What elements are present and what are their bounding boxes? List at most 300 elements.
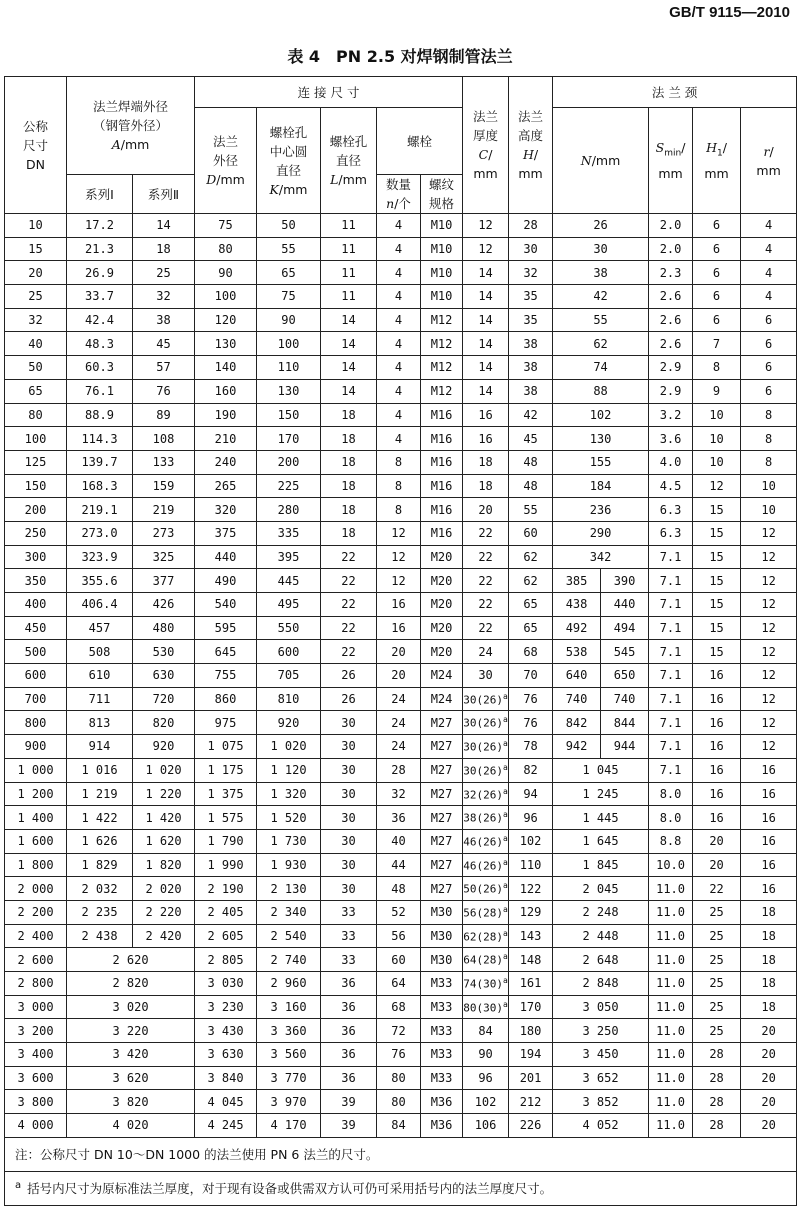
cell-H: 48	[509, 474, 553, 498]
cell-K: 100	[257, 332, 321, 356]
cell-thread: M27	[421, 806, 463, 830]
cell-D: 2 190	[195, 877, 257, 901]
cell-a2: 14	[133, 214, 195, 238]
cell-H: 65	[509, 593, 553, 617]
cell-dn: 2 400	[5, 924, 67, 948]
cell-r: 6	[741, 332, 797, 356]
cell-D: 130	[195, 332, 257, 356]
cell-D: 975	[195, 711, 257, 735]
cell-dn: 2 000	[5, 877, 67, 901]
cell-D: 75	[195, 214, 257, 238]
cell-N1: 4 052	[553, 1114, 649, 1138]
table-row	[5, 640, 797, 664]
cell-n: 4	[377, 308, 421, 332]
header-L: 螺栓孔 直径 L/mm	[321, 108, 377, 214]
cell-H1: 25	[693, 900, 741, 924]
cell-r: 12	[741, 616, 797, 640]
cell-C: 18	[463, 474, 509, 498]
cell-L: 14	[321, 356, 377, 380]
cell-C: 22	[463, 569, 509, 593]
cell-a2: 1 020	[133, 758, 195, 782]
cell-thread: M27	[421, 829, 463, 853]
cell-a2: 57	[133, 356, 195, 380]
cell-L: 30	[321, 735, 377, 759]
cell-H1: 15	[693, 545, 741, 569]
cell-N2: 650	[601, 664, 649, 688]
footnote-ref: a	[503, 904, 508, 914]
cell-n: 20	[377, 664, 421, 688]
cell-dn: 4 000	[5, 1114, 67, 1138]
cell-thread: M33	[421, 1019, 463, 1043]
cell-H: 201	[509, 1066, 553, 1090]
cell-N1: 155	[553, 450, 649, 474]
footnote-ref: a	[503, 762, 508, 772]
cell-n: 72	[377, 1019, 421, 1043]
cell-a2: 2 220	[133, 900, 195, 924]
cell-K: 3 970	[257, 1090, 321, 1114]
header-n: 数量 n/个	[377, 175, 421, 214]
header-thread: 螺纹 规格	[421, 175, 463, 214]
cell-N2: 390	[601, 569, 649, 593]
cell-dn: 450	[5, 616, 67, 640]
cell-H: 32	[509, 261, 553, 285]
cell-N1: 2 448	[553, 924, 649, 948]
header-bolt: 螺栓	[377, 108, 463, 175]
cell-L: 22	[321, 545, 377, 569]
cell-H: 212	[509, 1090, 553, 1114]
cell-n: 12	[377, 521, 421, 545]
table-row	[5, 924, 797, 948]
cell-H: 161	[509, 972, 553, 996]
cell-a1: 2 820	[67, 972, 195, 996]
cell-N2: 545	[601, 640, 649, 664]
cell-thread: M27	[421, 853, 463, 877]
table-row	[5, 261, 797, 285]
cell-S: 3.2	[649, 403, 693, 427]
header-r: r/ mm	[741, 108, 797, 214]
cell-a1: 2 235	[67, 900, 133, 924]
cell-L: 30	[321, 853, 377, 877]
cell-a1: 3 420	[67, 1043, 195, 1067]
cell-C: 20	[463, 498, 509, 522]
footnote-ref: a	[503, 928, 508, 938]
cell-thread: M12	[421, 332, 463, 356]
cell-H: 65	[509, 616, 553, 640]
cell-L: 18	[321, 450, 377, 474]
cell-K: 55	[257, 237, 321, 261]
cell-thread: M27	[421, 711, 463, 735]
cell-n: 8	[377, 450, 421, 474]
cell-L: 14	[321, 332, 377, 356]
thickness-value: 46(26)	[463, 835, 503, 849]
cell-n: 60	[377, 948, 421, 972]
thickness-value: 38(26)	[463, 811, 503, 825]
cell-K: 600	[257, 640, 321, 664]
cell-H1: 10	[693, 403, 741, 427]
cell-a2: 108	[133, 427, 195, 451]
cell-D: 120	[195, 308, 257, 332]
cell-thread: M33	[421, 1066, 463, 1090]
cell-C	[463, 711, 509, 735]
cell-n: 12	[377, 569, 421, 593]
cell-H: 35	[509, 285, 553, 309]
cell-H: 82	[509, 758, 553, 782]
cell-a1: 3 820	[67, 1090, 195, 1114]
cell-S: 11.0	[649, 900, 693, 924]
cell-K: 170	[257, 427, 321, 451]
cell-thread: M10	[421, 261, 463, 285]
cell-H: 62	[509, 545, 553, 569]
cell-a1: 610	[67, 664, 133, 688]
cell-D: 140	[195, 356, 257, 380]
header-H1: $H_1/$ mm	[693, 108, 741, 214]
cell-D: 3 630	[195, 1043, 257, 1067]
cell-r: 18	[741, 924, 797, 948]
cell-a1: 1 626	[67, 829, 133, 853]
cell-dn: 3 600	[5, 1066, 67, 1090]
cell-r: 8	[741, 403, 797, 427]
cell-K: 1 120	[257, 758, 321, 782]
cell-dn: 200	[5, 498, 67, 522]
cell-a2: 530	[133, 640, 195, 664]
cell-N1: 88	[553, 379, 649, 403]
cell-N1: 1 245	[553, 782, 649, 806]
cell-n: 44	[377, 853, 421, 877]
cell-n: 80	[377, 1066, 421, 1090]
cell-C	[463, 735, 509, 759]
table-row	[5, 758, 797, 782]
cell-L: 30	[321, 711, 377, 735]
cell-H1: 6	[693, 214, 741, 238]
cell-D: 1 990	[195, 853, 257, 877]
header-N: N/mm	[553, 108, 649, 214]
cell-L: 14	[321, 379, 377, 403]
cell-N1: 438	[553, 593, 601, 617]
cell-S: 11.0	[649, 1090, 693, 1114]
cell-H1: 25	[693, 1019, 741, 1043]
thickness-value: 74(30)	[463, 977, 503, 991]
cell-D: 375	[195, 521, 257, 545]
cell-thread: M16	[421, 403, 463, 427]
cell-K: 1 020	[257, 735, 321, 759]
cell-dn: 2 600	[5, 948, 67, 972]
cell-r: 12	[741, 735, 797, 759]
cell-S: 7.1	[649, 593, 693, 617]
cell-L: 11	[321, 285, 377, 309]
cell-n: 12	[377, 545, 421, 569]
table-row	[5, 735, 797, 759]
cell-L: 39	[321, 1090, 377, 1114]
cell-S: 7.1	[649, 735, 693, 759]
cell-H1: 16	[693, 782, 741, 806]
cell-K: 225	[257, 474, 321, 498]
cell-S: 7.1	[649, 616, 693, 640]
cell-r: 12	[741, 687, 797, 711]
cell-r: 12	[741, 569, 797, 593]
cell-a2: 2 020	[133, 877, 195, 901]
cell-K: 50	[257, 214, 321, 238]
cell-n: 4	[377, 237, 421, 261]
cell-K: 90	[257, 308, 321, 332]
cell-a2: 630	[133, 664, 195, 688]
cell-a2: 426	[133, 593, 195, 617]
cell-C: 24	[463, 640, 509, 664]
cell-L: 36	[321, 972, 377, 996]
table-row	[5, 1019, 797, 1043]
cell-r: 4	[741, 214, 797, 238]
table-row	[5, 687, 797, 711]
cell-dn: 1 000	[5, 758, 67, 782]
cell-a1: 2 620	[67, 948, 195, 972]
cell-L: 36	[321, 1019, 377, 1043]
table-row	[5, 379, 797, 403]
cell-a2: 2 420	[133, 924, 195, 948]
cell-dn: 25	[5, 285, 67, 309]
table-title: 表 4 PN 2.5 对焊钢制管法兰	[287, 47, 513, 66]
cell-thread: M24	[421, 664, 463, 688]
cell-dn: 150	[5, 474, 67, 498]
cell-C: 14	[463, 308, 509, 332]
cell-S: 2.6	[649, 332, 693, 356]
cell-C: 84	[463, 1019, 509, 1043]
cell-S: 7.1	[649, 711, 693, 735]
footnote-ref: a	[503, 881, 508, 891]
cell-K: 1 730	[257, 829, 321, 853]
cell-a1: 813	[67, 711, 133, 735]
cell-a1: 2 032	[67, 877, 133, 901]
cell-D: 2 605	[195, 924, 257, 948]
cell-a2: 32	[133, 285, 195, 309]
cell-a2: 1 820	[133, 853, 195, 877]
cell-a2: 920	[133, 735, 195, 759]
table-row	[5, 403, 797, 427]
header-K: 螺栓孔 中心圆 直径 K/mm	[257, 108, 321, 214]
cell-H1: 10	[693, 450, 741, 474]
cell-H1: 20	[693, 829, 741, 853]
cell-H: 30	[509, 237, 553, 261]
cell-S: 2.9	[649, 356, 693, 380]
cell-H1: 25	[693, 948, 741, 972]
cell-H: 60	[509, 521, 553, 545]
cell-r: 12	[741, 593, 797, 617]
table-row	[5, 356, 797, 380]
cell-thread: M27	[421, 877, 463, 901]
cell-S: 2.6	[649, 285, 693, 309]
cell-r: 16	[741, 853, 797, 877]
cell-a1: 1 422	[67, 806, 133, 830]
cell-a2: 25	[133, 261, 195, 285]
cell-dn: 1 400	[5, 806, 67, 830]
cell-a1: 76.1	[67, 379, 133, 403]
cell-thread: M16	[421, 498, 463, 522]
cell-H: 35	[509, 308, 553, 332]
cell-K: 130	[257, 379, 321, 403]
cell-C: 106	[463, 1114, 509, 1138]
cell-S: 7.1	[649, 687, 693, 711]
cell-S: 11.0	[649, 1043, 693, 1067]
cell-a1: 33.7	[67, 285, 133, 309]
cell-H1: 28	[693, 1114, 741, 1138]
cell-K: 150	[257, 403, 321, 427]
cell-D: 1 075	[195, 735, 257, 759]
table-row	[5, 995, 797, 1019]
table-row	[5, 545, 797, 569]
footnote-ref: a	[503, 691, 508, 701]
header-C: 法兰 厚度 C/ mm	[463, 77, 509, 214]
cell-thread: M12	[421, 356, 463, 380]
cell-D: 265	[195, 474, 257, 498]
cell-N1: 3 450	[553, 1043, 649, 1067]
cell-N1: 538	[553, 640, 601, 664]
cell-K: 65	[257, 261, 321, 285]
cell-S: 6.3	[649, 521, 693, 545]
cell-H: 76	[509, 711, 553, 735]
thickness-value: 50(26)	[463, 882, 503, 896]
cell-H: 62	[509, 569, 553, 593]
cell-N1: 1 845	[553, 853, 649, 877]
cell-a2: 273	[133, 521, 195, 545]
cell-H: 94	[509, 782, 553, 806]
table-footnote	[5, 1171, 797, 1205]
cell-r: 12	[741, 521, 797, 545]
cell-D: 90	[195, 261, 257, 285]
cell-N1: 184	[553, 474, 649, 498]
cell-S: 2.0	[649, 237, 693, 261]
table-row	[5, 450, 797, 474]
table-row	[5, 214, 797, 238]
cell-C	[463, 995, 509, 1019]
cell-n: 4	[377, 403, 421, 427]
cell-a1: 1 016	[67, 758, 133, 782]
cell-S: 7.1	[649, 640, 693, 664]
table-note: 注：公称尺寸 DN 10～DN 1000 的法兰使用 PN 6 法兰的尺寸。	[5, 1137, 797, 1171]
cell-H: 38	[509, 379, 553, 403]
cell-N1: 290	[553, 521, 649, 545]
cell-C	[463, 829, 509, 853]
cell-H1: 15	[693, 569, 741, 593]
cell-r: 6	[741, 308, 797, 332]
table-row	[5, 332, 797, 356]
cell-r: 20	[741, 1043, 797, 1067]
cell-thread: M33	[421, 1043, 463, 1067]
cell-a2: 219	[133, 498, 195, 522]
cell-thread: M10	[421, 214, 463, 238]
table-body	[5, 214, 797, 1138]
cell-N1: 740	[553, 687, 601, 711]
cell-L: 30	[321, 829, 377, 853]
cell-H: 42	[509, 403, 553, 427]
cell-D: 1 375	[195, 782, 257, 806]
cell-C	[463, 900, 509, 924]
table-row	[5, 474, 797, 498]
cell-n: 28	[377, 758, 421, 782]
cell-D: 100	[195, 285, 257, 309]
cell-C: 14	[463, 379, 509, 403]
cell-dn: 3 400	[5, 1043, 67, 1067]
cell-N1: 3 250	[553, 1019, 649, 1043]
cell-r: 10	[741, 498, 797, 522]
cell-H1: 16	[693, 664, 741, 688]
cell-D: 490	[195, 569, 257, 593]
cell-thread: M20	[421, 545, 463, 569]
table-row	[5, 711, 797, 735]
cell-N1: 3 852	[553, 1090, 649, 1114]
cell-thread: M16	[421, 450, 463, 474]
cell-H: 129	[509, 900, 553, 924]
cell-r: 20	[741, 1066, 797, 1090]
cell-L: 11	[321, 237, 377, 261]
cell-n: 56	[377, 924, 421, 948]
cell-r: 12	[741, 545, 797, 569]
cell-n: 80	[377, 1090, 421, 1114]
table-row	[5, 1090, 797, 1114]
cell-thread: M36	[421, 1090, 463, 1114]
cell-dn: 350	[5, 569, 67, 593]
cell-a2: 45	[133, 332, 195, 356]
cell-S: 7.1	[649, 758, 693, 782]
cell-K: 705	[257, 664, 321, 688]
cell-C: 16	[463, 427, 509, 451]
cell-D: 4 245	[195, 1114, 257, 1138]
cell-C: 12	[463, 237, 509, 261]
cell-K: 2 340	[257, 900, 321, 924]
cell-N1: 236	[553, 498, 649, 522]
cell-N1: 1 445	[553, 806, 649, 830]
cell-dn: 65	[5, 379, 67, 403]
cell-H: 45	[509, 427, 553, 451]
standard-number: GB/T 9115—2010	[669, 4, 790, 21]
header-neck: 法 兰 颈	[553, 77, 797, 108]
thickness-value: 30(26)	[463, 717, 503, 731]
cell-n: 76	[377, 1043, 421, 1067]
cell-a1: 88.9	[67, 403, 133, 427]
cell-C: 90	[463, 1043, 509, 1067]
cell-K: 550	[257, 616, 321, 640]
cell-H: 170	[509, 995, 553, 1019]
cell-r: 18	[741, 972, 797, 996]
cell-r: 12	[741, 711, 797, 735]
header-dn: 公称 尺寸 DN	[5, 77, 67, 214]
cell-D: 240	[195, 450, 257, 474]
cell-N2: 440	[601, 593, 649, 617]
cell-H1: 6	[693, 308, 741, 332]
flange-table	[4, 76, 797, 1206]
cell-n: 24	[377, 687, 421, 711]
cell-n: 64	[377, 972, 421, 996]
cell-L: 14	[321, 308, 377, 332]
cell-H1: 8	[693, 356, 741, 380]
cell-a2: 1 620	[133, 829, 195, 853]
cell-D: 860	[195, 687, 257, 711]
cell-H1: 6	[693, 261, 741, 285]
cell-L: 18	[321, 403, 377, 427]
table-row	[5, 877, 797, 901]
cell-a2: 133	[133, 450, 195, 474]
cell-a2: 480	[133, 616, 195, 640]
table-row	[5, 285, 797, 309]
cell-n: 52	[377, 900, 421, 924]
cell-L: 36	[321, 1066, 377, 1090]
footnote-ref: a	[503, 715, 508, 725]
cell-H1: 25	[693, 924, 741, 948]
cell-H1: 9	[693, 379, 741, 403]
cell-a2: 89	[133, 403, 195, 427]
cell-a1: 3 020	[67, 995, 195, 1019]
cell-thread: M30	[421, 948, 463, 972]
cell-D: 160	[195, 379, 257, 403]
cell-N1: 3 652	[553, 1066, 649, 1090]
cell-a1: 711	[67, 687, 133, 711]
